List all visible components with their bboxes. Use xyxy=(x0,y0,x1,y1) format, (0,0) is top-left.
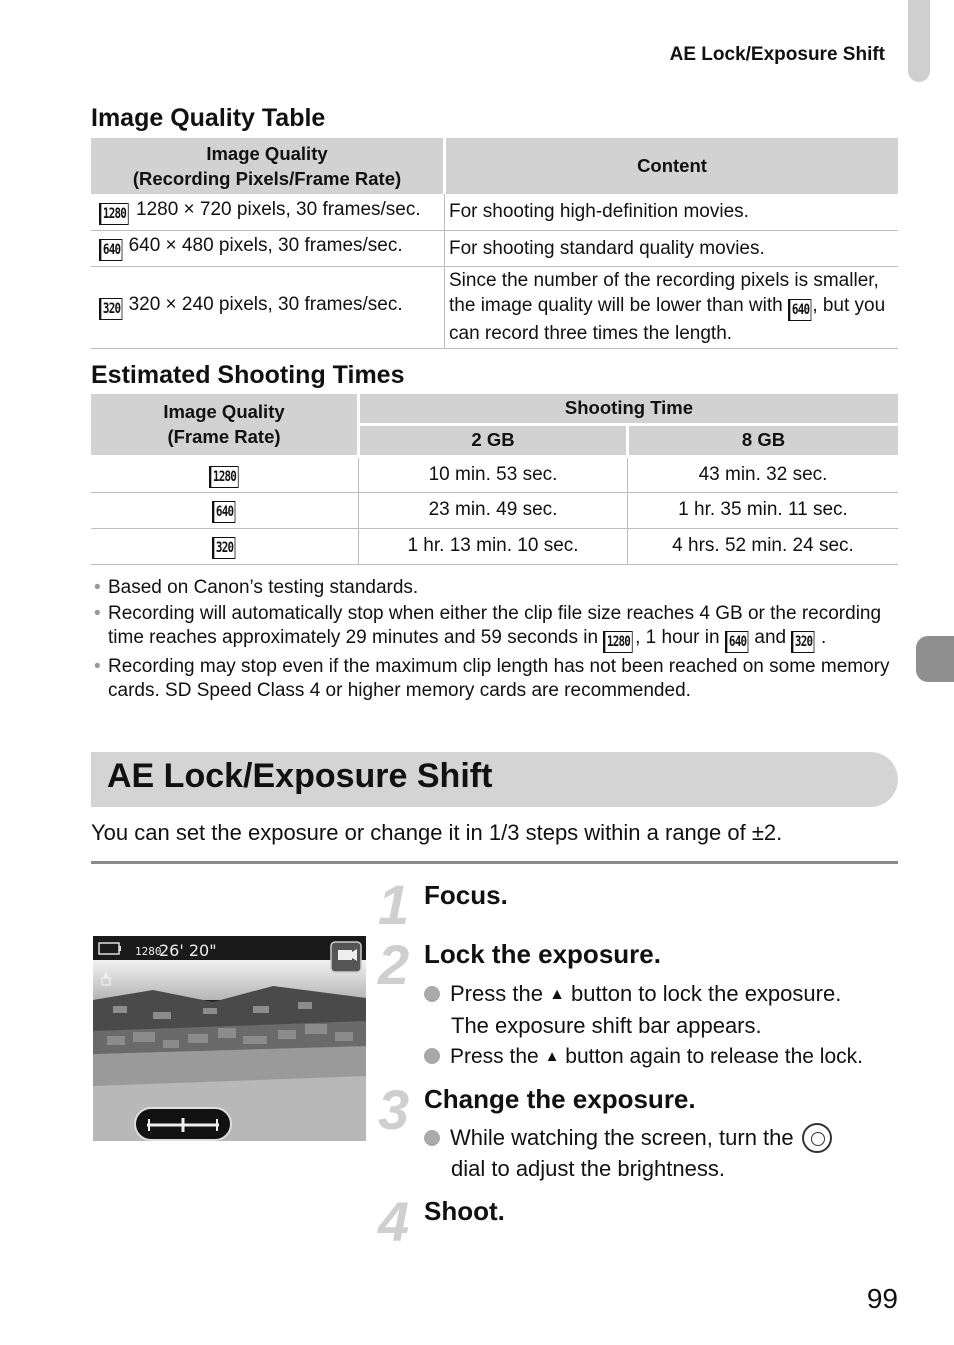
bullet-icon: • xyxy=(94,603,101,624)
movie-1280-icon: 1280 xyxy=(603,631,632,653)
image-quality-table xyxy=(91,138,898,349)
note-item xyxy=(91,655,901,703)
time-8gb-cell: 43 min. 32 sec. xyxy=(628,456,899,492)
step-instruction xyxy=(424,1122,904,1184)
movie-640-icon: 640 xyxy=(99,239,123,261)
note-text: , 1 hour in xyxy=(635,627,720,648)
step-number: 1 xyxy=(378,873,410,936)
col-quality-line1: Image Quality xyxy=(163,401,285,423)
step-title: Lock the exposure. xyxy=(424,939,661,969)
quality-cell: 640 × 480 pixels, 30 frames/sec. xyxy=(128,235,403,256)
content-cell xyxy=(445,266,899,348)
col-quality-line1: Image Quality xyxy=(206,143,328,164)
movie-320-icon: 320 xyxy=(99,298,123,320)
table-row xyxy=(91,492,898,528)
quality-cell: 320 × 240 pixels, 30 frames/sec. xyxy=(128,294,403,315)
movie-320-icon: 320 xyxy=(791,631,815,653)
bullet-icon xyxy=(424,1130,440,1146)
quality-table-title: Image Quality Table xyxy=(91,104,326,132)
step-instruction xyxy=(424,1041,914,1072)
col-8gb: 8 GB xyxy=(628,424,899,456)
up-arrow-icon: ▲ xyxy=(544,1048,560,1065)
table-row xyxy=(91,194,898,230)
instruction-text: button again to release the lock. xyxy=(565,1045,863,1068)
content-text: , but you can record three times the length. xyxy=(449,295,886,344)
edge-tab xyxy=(908,0,930,82)
note-item xyxy=(91,602,901,653)
page-number: 99 xyxy=(866,1283,898,1314)
step-number: 3 xyxy=(378,1078,410,1141)
time-8gb-cell: 1 hr. 35 min. 11 sec. xyxy=(628,492,899,528)
time-2gb-cell: 23 min. 49 sec. xyxy=(359,492,628,528)
table-row xyxy=(91,456,898,492)
movie-640-icon: 640 xyxy=(725,631,749,653)
bullet-icon: • xyxy=(94,577,101,598)
movie-1280-icon: 1280 xyxy=(209,466,238,488)
instruction-text: Press the xyxy=(450,981,543,1006)
bullet-icon xyxy=(424,986,440,1002)
movie-320-icon: 320 xyxy=(212,537,236,559)
instruction-text: Press the xyxy=(450,1045,539,1068)
col-quality xyxy=(91,138,445,194)
col-quality xyxy=(91,394,359,456)
table-row xyxy=(91,230,898,266)
step-number: 2 xyxy=(378,933,410,996)
time-2gb-cell: 10 min. 53 sec. xyxy=(359,456,628,492)
note-text: Recording may stop even if the maximum clip length has not been reached on some memory cards. SD Speed Class 4 or higher memory cards are recommended. xyxy=(108,656,890,701)
running-header: AE Lock/Exposure Shift xyxy=(669,44,885,65)
col-quality-line2: (Frame Rate) xyxy=(167,426,281,448)
instruction-text: The exposure shift bar appears. xyxy=(451,1013,762,1038)
section-title: AE Lock/Exposure Shift xyxy=(107,757,493,795)
up-arrow-icon: ▲ xyxy=(549,986,565,1003)
step-title: Shoot. xyxy=(424,1196,505,1226)
content-text: Since the number of the recording pixels is smaller, the image quality will be lower than with xyxy=(449,270,879,316)
camera-screen-graphic xyxy=(93,936,366,1141)
chapter-tab xyxy=(916,636,954,682)
step-title: Change the exposure. xyxy=(424,1084,696,1114)
time-2gb-cell: 1 hr. 13 min. 10 sec. xyxy=(359,528,628,564)
table-row xyxy=(91,528,898,564)
col-content: Content xyxy=(445,138,899,194)
control-dial-icon xyxy=(802,1123,832,1153)
times-table-title: Estimated Shooting Times xyxy=(91,361,405,389)
content-cell: For shooting standard quality movies. xyxy=(445,230,899,266)
movie-640-icon: 640 xyxy=(788,299,812,321)
table-row xyxy=(91,266,898,348)
note-text: and xyxy=(754,627,787,648)
quality-cell: 1280 × 720 pixels, 30 frames/sec. xyxy=(136,198,421,220)
step-title: Focus. xyxy=(424,880,508,910)
camera-screen-image xyxy=(93,936,366,1141)
screen-size-icon: 1280 xyxy=(135,945,162,958)
notes-list xyxy=(91,576,901,705)
note-item xyxy=(91,576,901,600)
note-text: . xyxy=(820,627,827,648)
col-2gb: 2 GB xyxy=(359,424,628,456)
bullet-icon: • xyxy=(94,656,101,677)
screen-time-remaining: 26' 20" xyxy=(159,941,217,960)
shooting-times-table xyxy=(91,394,898,565)
note-text: Recording will automatically stop when either the clip file size reaches 4 GB or the recording time reaches approximately 29 minutes and 59 seconds in xyxy=(108,603,882,648)
instruction-text: button to lock the exposure. xyxy=(571,981,842,1006)
instruction-text: dial to adjust the brightness. xyxy=(451,1156,725,1181)
col-shooting-time: Shooting Time xyxy=(359,394,899,424)
instruction-text: While watching the screen, turn the xyxy=(450,1125,794,1150)
movie-1280-icon: 1280 xyxy=(99,203,128,225)
section-intro: You can set the exposure or change it in 1/3 steps within a range of ±2. xyxy=(91,820,783,845)
time-8gb-cell: 4 hrs. 52 min. 24 sec. xyxy=(628,528,899,564)
bullet-icon xyxy=(424,1048,440,1064)
divider xyxy=(91,861,898,864)
step-instruction xyxy=(424,978,904,1041)
content-cell: For shooting high-definition movies. xyxy=(445,194,899,230)
step-number: 4 xyxy=(378,1190,410,1253)
movie-640-icon: 640 xyxy=(212,501,236,523)
col-quality-line2: (Recording Pixels/Frame Rate) xyxy=(132,168,402,189)
note-text: Based on Canon’s testing standards. xyxy=(108,577,419,598)
